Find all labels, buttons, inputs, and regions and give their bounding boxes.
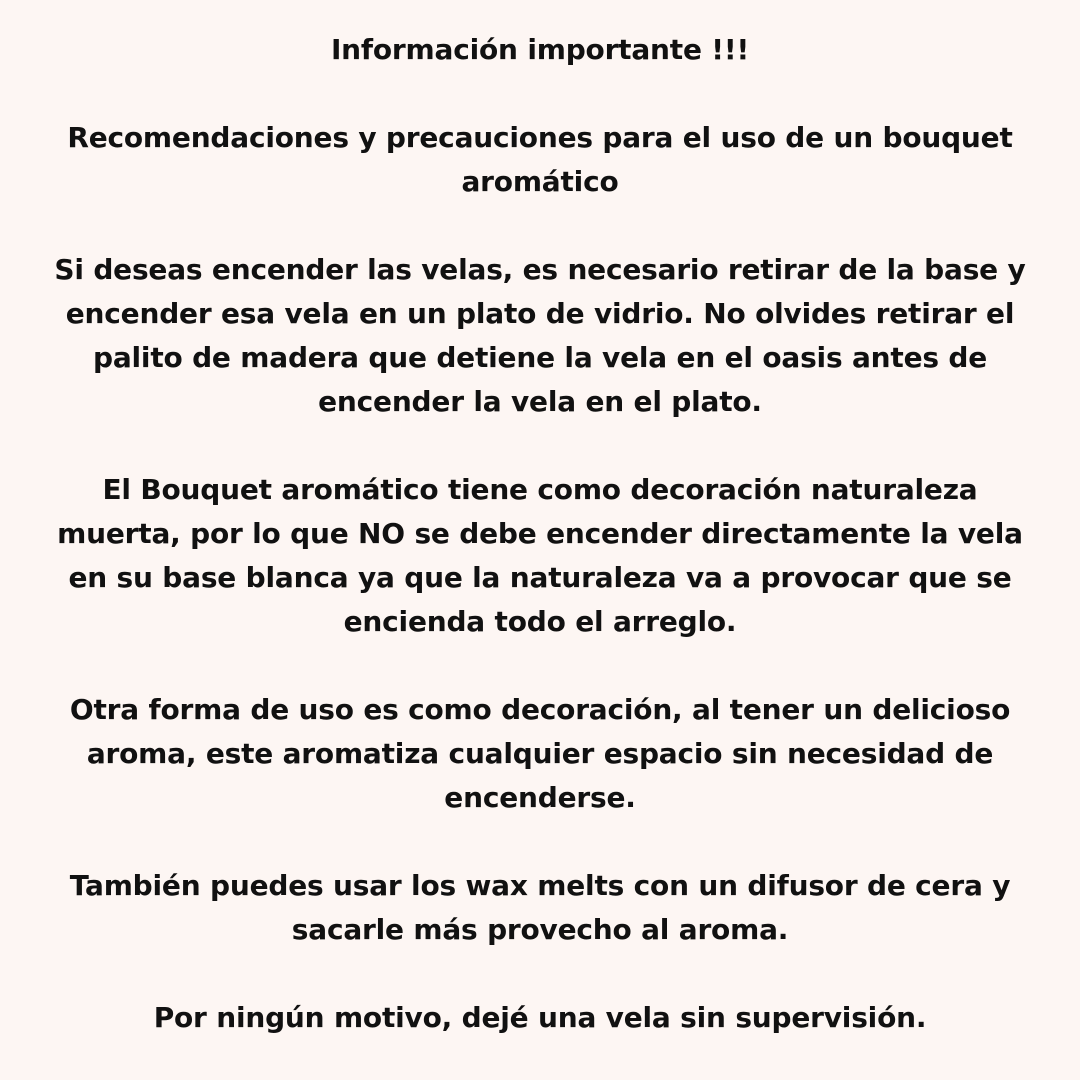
page-title <box>40 28 1040 72</box>
paragraph-line: encienda todo el arreglo. <box>343 605 737 638</box>
paragraph-decoration-use <box>40 688 1040 820</box>
paragraph-line: encenderse. <box>444 781 636 814</box>
paragraph-supervision-warning <box>40 996 1040 1040</box>
paragraph-line: aroma, este aromatiza cualquier espacio sin necesidad de <box>86 737 994 770</box>
paragraph-line: Otra forma de uso es como decoración, al tener un delicioso <box>69 693 1011 726</box>
title-text: Información importante !!! <box>330 33 750 66</box>
paragraph-wax-melts <box>40 864 1040 952</box>
paragraph-lighting-instructions <box>40 248 1040 424</box>
subtitle-line: Recomendaciones y precauciones para el uso de un bouquet <box>67 121 1013 154</box>
subtitle-line: aromático <box>461 165 619 198</box>
paragraph-line: palito de madera que detiene la vela en el oasis antes de <box>92 341 988 374</box>
paragraph-line: encender esa vela en un plato de vidrio. No olvides retirar el <box>65 297 1015 330</box>
paragraph-line: Por ningún motivo, dejé una vela sin supervisión. <box>153 1001 927 1034</box>
subtitle <box>40 116 1040 204</box>
paragraph-fire-warning <box>40 468 1040 644</box>
paragraph-line: El Bouquet aromático tiene como decoración naturaleza <box>102 473 978 506</box>
paragraph-line: También puedes usar los wax melts con un difusor de cera y <box>69 869 1011 902</box>
paragraph-line: encender la vela en el plato. <box>318 385 762 418</box>
paragraph-line: Si deseas encender las velas, es necesario retirar de la base y <box>54 253 1026 286</box>
paragraph-line: en su base blanca ya que la naturaleza va a provocar que se <box>68 561 1012 594</box>
paragraph-line: muerta, por lo que NO se debe encender directamente la vela <box>57 517 1023 550</box>
paragraph-line: sacarle más provecho al aroma. <box>291 913 789 946</box>
